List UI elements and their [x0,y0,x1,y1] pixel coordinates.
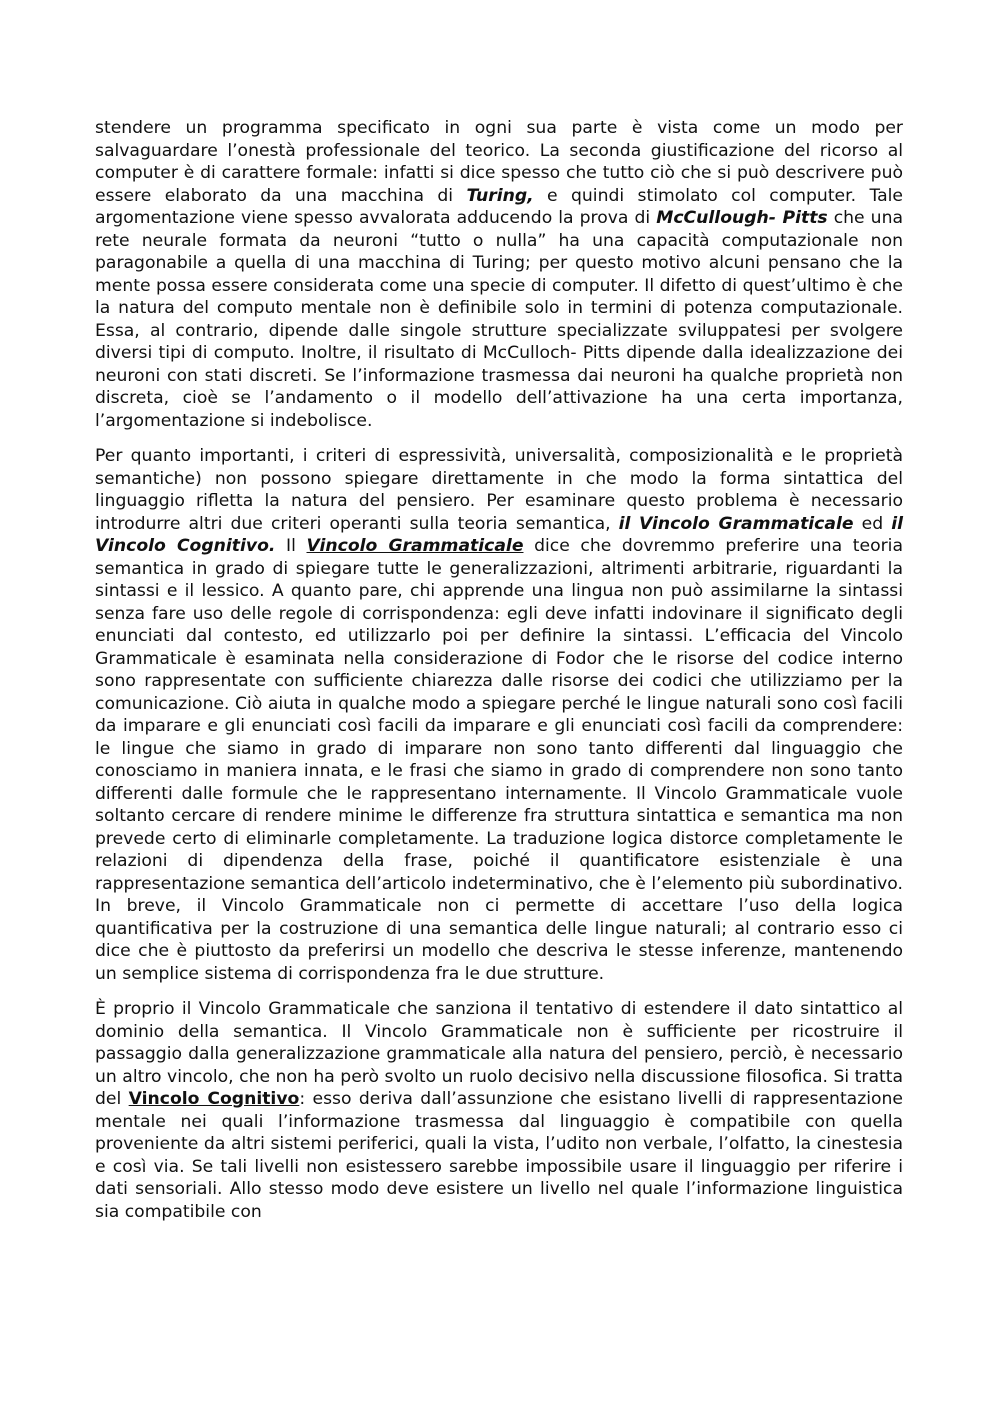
emphasis-mccullough-pitts: McCullough- Pitts [656,208,828,228]
paragraph-cognitive-constraint [95,998,903,1223]
document-page [95,117,903,1236]
paragraph-grammatical-constraint [95,445,903,985]
text-run: : esso deriva dall’assunzione che esistano livelli di rappresentazione mentale nei quali l’informazione trasmessa dal linguaggio è compatibile con quella proveniente da altri sistemi periferici, quali la vista, l’udito non verbale, l’olfatto, la cinestesia e così via. Se tali livelli non esistessero sarebbe impossibile usare il linguaggio per riferire i dati sensoriali. Allo stesso modo deve esistere un livello nel quale l’informazione linguistica sia compatibile con [95,1089,903,1222]
text-run: stendere un programma specificato in ogni sua parte è vista come un modo per salvaguardare l’onestà professionale del teorico. La seconda giustificazione del ricorso al computer è di carattere formale: infatti si dice spesso che tutto ciò che si può descrivere può essere elaborato da una macchina di [95,118,903,206]
emphasis-vincolo-cognitivo: il Vincolo Cognitivo. [95,513,903,556]
text-run: che una rete neurale formata da neuroni “tutto o nulla” ha una capacità computazionale non paragonabile a quella di una macchina di Turing; per questo motivo alcuni pensano che la mente possa essere considerata come una specie di computer. Il difetto di quest’ultimo è che la natura del computo mentale non è definibile solo in termini di potenza computazionale. Essa, al contrario, dipende dalle singole strutture specializzate sviluppatesi per svolgere diversi tipi di computo. Inoltre, il risultato di McCulloch- Pitts dipende dalla idealizzazione dei neuroni con stati discreti. Se l’informazione trasmessa dai neuroni ha qualche proprietà non discreta, cioè se l’andamento o il modello dell’attivazione ha una certa importanza, l’argomentazione si indebolisce. [95,208,903,431]
text-run: È proprio il Vincolo Grammaticale che sanziona il tentativo di estendere il dato sintattico al dominio della semantica. Il Vincolo Grammaticale non è sufficiente per ricostruire il passaggio dalla generalizzazione grammaticale alla natura del pensiero, perciò, è necessario un altro vincolo, che non ha però svolto un ruolo decisivo nella discussione filosofica. Si tratta del [95,999,903,1109]
text-run: Per quanto importanti, i criteri di espressività, universalità, composizionalità e le proprietà semantiche) non possono spiegare direttamente in che modo la forma sintattica del linguaggio rifletta la natura del pensiero. Per esaminare questo problema è necessario introdurre altri due criteri operanti sulla teoria semantica, [95,446,903,534]
underlined-vincolo-cognitivo: Vincolo Cognitivo [128,1089,300,1109]
emphasis-vincolo-grammaticale: il Vincolo Grammaticale [618,513,854,534]
text-run: ed [853,513,892,534]
text-run: Il [275,536,307,556]
underlined-vincolo-grammaticale: Vincolo Grammaticale [306,536,524,556]
paragraph-computer-justification [95,117,903,432]
text-run: dice che dovremmo preferire una teoria semantica in grado di spiegare tutte le generalizzazioni, altrimenti arbitrarie, riguardanti la sintassi e il lessico. A quanto pare, chi apprende una lingua non può assimilarne la sintassi senza fare uso delle regole di corrispondenza: egli deve infatti indovinare il significato degli enunciati dal contesto, ed utilizzarlo poi per definire la sintassi. L’efficacia del Vincolo Grammaticale è esaminata nella considerazione di Fodor che le risorse del codice interno sono rappresentate con sufficiente chiarezza dalle risorse dei codici che utilizziamo per la comunicazione. Ciò aiuta in qualche modo a spiegare perché le lingue naturali sono così facili da imparare e gli enunciati così facili da imparare e gli enunciati così facili da comprendere: le lingue che siamo in grado di imparare non sono tanto differenti dal linguaggio che conosciamo in maniera innata, e le frasi che siamo in grado di comprendere non sono tanto differenti dalle formule che le rappresentano internamente. Il Vincolo Grammaticale vuole soltanto cercare di rendere minime le differenze fra struttura sintattica e semantica ma non prevede certo di eliminarle completamente. La traduzione logica distorce completamente le relazioni di dipendenza della frase, poiché il quantificatore esistenziale è una rappresentazione semantica dell’articolo indeterminativo, che è l’elemento più subordinativo. In breve, il Vincolo Grammaticale non ci permette di accettare l’uso della logica quantificativa per la costruzione di una semantica delle lingue naturali; al contrario esso ci dice che è piuttosto da preferirsi un modello che descriva le stesse inferenze, mantenendo un semplice sistema di corrispondenza fra le due strutture. [95,536,903,984]
text-run: e quindi stimolato col computer. Tale argomentazione viene spesso avvalorata adducendo la prova di [95,185,903,228]
emphasis-turing: Turing, [466,185,534,206]
